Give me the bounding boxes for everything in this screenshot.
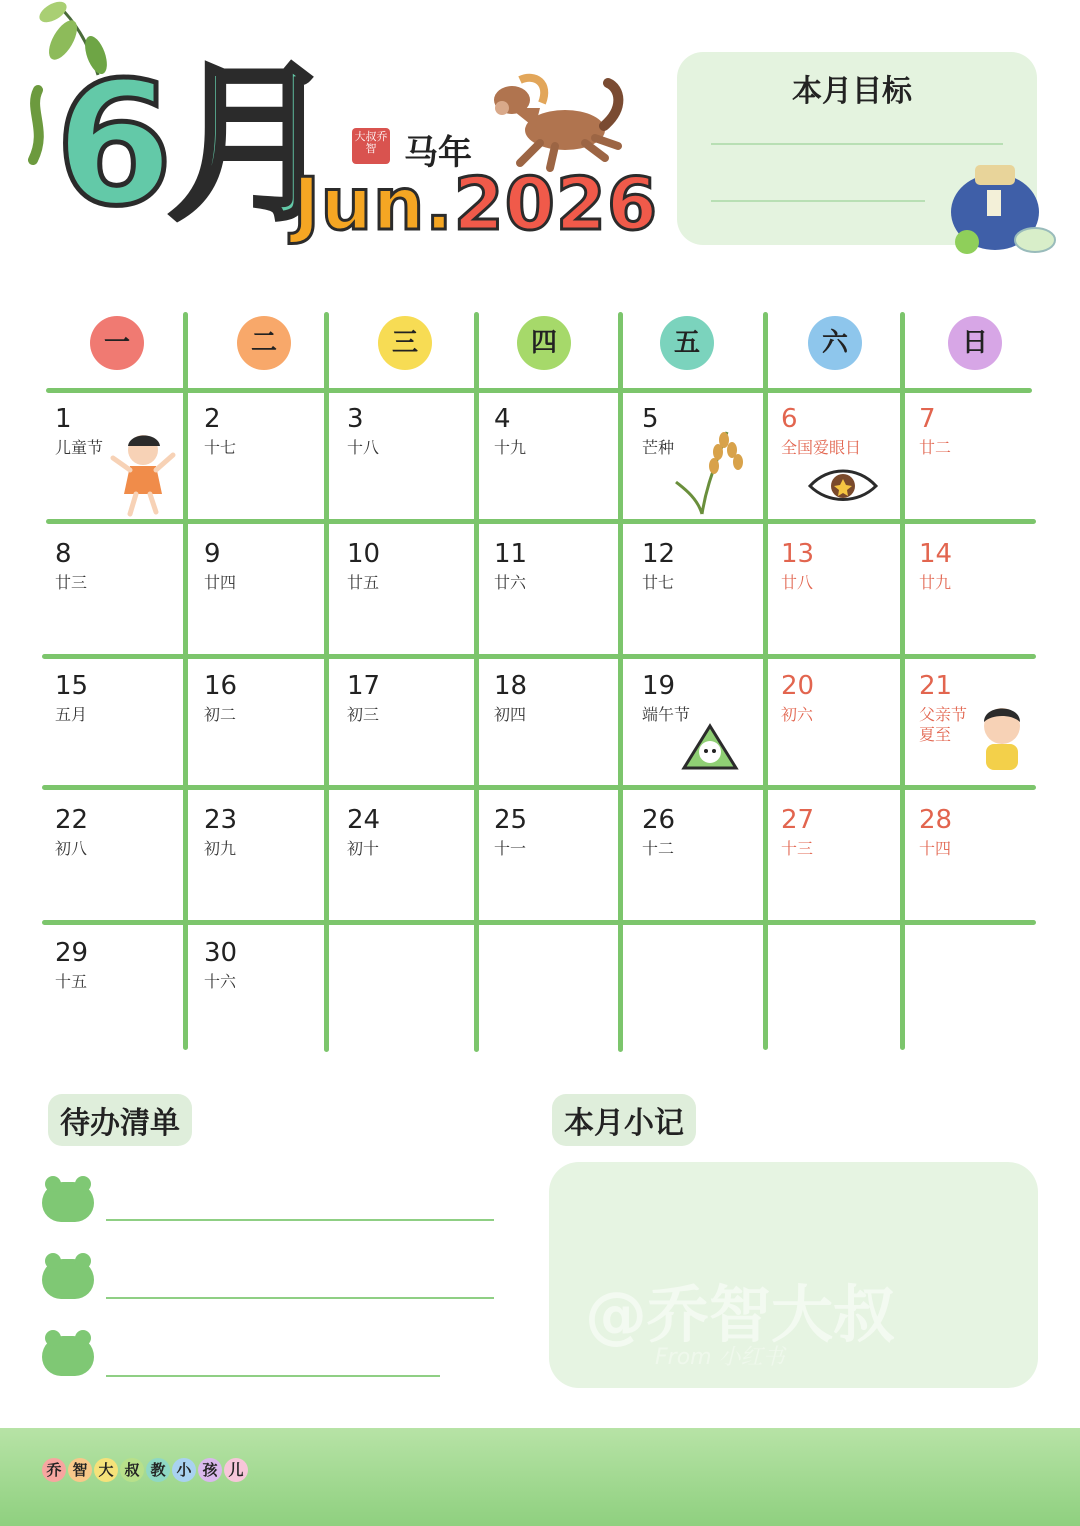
grid-vline-3 bbox=[474, 312, 479, 1052]
lunar-label: 初十 bbox=[347, 839, 380, 858]
day-number: 18 bbox=[494, 671, 528, 701]
lunar-label: 初八 bbox=[55, 839, 88, 858]
day-number: 13 bbox=[781, 539, 815, 569]
lunar-label: 初九 bbox=[204, 839, 237, 858]
footer-char: 乔 bbox=[42, 1458, 66, 1482]
day-cell[interactable] bbox=[55, 940, 88, 990]
footer-char: 教 bbox=[146, 1458, 170, 1482]
day-number: 17 bbox=[347, 671, 381, 701]
day-number: 25 bbox=[494, 805, 528, 835]
lunar-label: 五月 bbox=[55, 705, 88, 724]
day-number: 24 bbox=[347, 805, 381, 835]
day-cell[interactable] bbox=[347, 673, 380, 723]
day-number: 12 bbox=[642, 539, 676, 569]
grid-hline-2 bbox=[46, 519, 1036, 524]
day-number: 14 bbox=[919, 539, 953, 569]
monthly-goal-title: 本月目标 bbox=[792, 74, 912, 109]
notes-title: 本月小记 bbox=[552, 1094, 696, 1146]
day-number: 29 bbox=[55, 938, 89, 968]
weekday-6: 六 bbox=[808, 316, 862, 370]
child-girl-illustration bbox=[108, 430, 178, 518]
day-number: 2 bbox=[204, 404, 221, 434]
day-number: 15 bbox=[55, 671, 89, 701]
todo-line-3[interactable] bbox=[106, 1375, 440, 1377]
day-number: 6 bbox=[781, 404, 798, 434]
lunar-label: 十四 bbox=[919, 839, 952, 858]
day-cell[interactable] bbox=[204, 541, 236, 591]
day-number: 20 bbox=[781, 671, 815, 701]
lunar-label: 廿六 bbox=[494, 573, 527, 592]
lunar-label: 十三 bbox=[781, 839, 814, 858]
day-cell[interactable] bbox=[919, 673, 967, 743]
day-cell[interactable] bbox=[494, 807, 527, 857]
goal-line-2[interactable] bbox=[711, 200, 925, 202]
todo-bullet-icon bbox=[42, 1259, 94, 1299]
weekday-1: 一 bbox=[90, 316, 144, 370]
day-cell[interactable] bbox=[919, 807, 952, 857]
day-number: 9 bbox=[204, 539, 221, 569]
grid-hline-5 bbox=[42, 920, 1036, 925]
horse-illustration bbox=[480, 68, 630, 178]
day-number: 19 bbox=[642, 671, 676, 701]
grid-vline-4 bbox=[618, 312, 623, 1052]
footer-char: 大 bbox=[94, 1458, 118, 1482]
month-title-en bbox=[293, 162, 659, 246]
grid-hline-3 bbox=[42, 654, 1036, 659]
lunar-label: 端午节 bbox=[642, 705, 691, 724]
year-label-cn: 马年 bbox=[404, 133, 472, 173]
footer-char: 儿 bbox=[224, 1458, 248, 1482]
grid-hline-4 bbox=[42, 785, 1036, 790]
day-number: 3 bbox=[347, 404, 364, 434]
day-cell[interactable] bbox=[55, 406, 103, 456]
footer-brand bbox=[42, 1458, 250, 1482]
grid-vline-6 bbox=[900, 312, 905, 1050]
lunar-label: 廿九 bbox=[919, 573, 952, 592]
weekday-7: 日 bbox=[948, 316, 1002, 370]
day-cell[interactable] bbox=[204, 940, 237, 990]
lunar-label: 十九 bbox=[494, 438, 527, 457]
grid-vline-2 bbox=[324, 312, 329, 1052]
day-number: 21 bbox=[919, 671, 953, 701]
day-number: 10 bbox=[347, 539, 381, 569]
lunar-label: 全国爱眼日 bbox=[781, 438, 862, 457]
lunar-label: 初六 bbox=[781, 705, 814, 724]
goal-line-1[interactable] bbox=[711, 143, 1003, 145]
day-number: 28 bbox=[919, 805, 953, 835]
lunar-label: 十二 bbox=[642, 839, 675, 858]
lunar-label: 廿八 bbox=[781, 573, 814, 592]
day-number: 5 bbox=[642, 404, 659, 434]
todo-bullet-icon bbox=[42, 1182, 94, 1222]
weekday-4: 四 bbox=[517, 316, 571, 370]
footer-char: 小 bbox=[172, 1458, 196, 1482]
day-cell[interactable] bbox=[642, 541, 675, 591]
day-cell[interactable] bbox=[781, 807, 814, 857]
day-cell[interactable] bbox=[642, 673, 690, 723]
lunar-label: 芒种 bbox=[642, 438, 675, 457]
footer-char: 孩 bbox=[198, 1458, 222, 1482]
day-cell[interactable] bbox=[494, 406, 526, 456]
day-number: 11 bbox=[494, 539, 528, 569]
child-boy-illustration bbox=[972, 700, 1032, 774]
day-cell[interactable] bbox=[919, 541, 952, 591]
eye-illustration bbox=[798, 462, 888, 507]
year-number: 2026 bbox=[453, 162, 659, 246]
lunar-label: 父亲节 bbox=[919, 705, 968, 724]
day-cell[interactable] bbox=[347, 807, 380, 857]
day-number: 23 bbox=[204, 805, 238, 835]
todo-line-1[interactable] bbox=[106, 1219, 494, 1221]
day-cell[interactable] bbox=[781, 541, 814, 591]
day-cell[interactable] bbox=[347, 541, 380, 591]
watermark-text: @乔智大叔 bbox=[585, 1278, 896, 1351]
day-cell[interactable] bbox=[347, 406, 379, 456]
day-cell[interactable] bbox=[55, 673, 88, 723]
day-cell[interactable] bbox=[781, 406, 861, 456]
day-number: 7 bbox=[919, 404, 936, 434]
lunar-label: 廿二 bbox=[919, 438, 952, 457]
todo-bullet-icon bbox=[42, 1336, 94, 1376]
day-cell[interactable] bbox=[204, 406, 236, 456]
day-number: 22 bbox=[55, 805, 89, 835]
lunar-label: 十六 bbox=[204, 972, 237, 991]
grid-vline-5 bbox=[763, 312, 768, 1050]
grid-hline-1 bbox=[46, 388, 1032, 393]
day-cell[interactable] bbox=[494, 673, 527, 723]
footer-char: 智 bbox=[68, 1458, 92, 1482]
lunar-label: 廿四 bbox=[204, 573, 237, 592]
day-cell[interactable] bbox=[204, 807, 237, 857]
day-cell[interactable] bbox=[55, 807, 88, 857]
lunar-label: 廿七 bbox=[642, 573, 675, 592]
day-number: 1 bbox=[55, 404, 72, 434]
day-cell[interactable] bbox=[781, 673, 814, 723]
lunar-label: 廿五 bbox=[347, 573, 380, 592]
lunar-label: 初三 bbox=[347, 705, 380, 724]
day-cell[interactable] bbox=[642, 406, 674, 456]
lunar-label: 十八 bbox=[347, 438, 380, 457]
todo-list-title: 待办清单 bbox=[48, 1094, 192, 1146]
day-cell[interactable] bbox=[494, 541, 527, 591]
weekday-3: 三 bbox=[378, 316, 432, 370]
weekday-2: 二 bbox=[237, 316, 291, 370]
zongzi-illustration bbox=[680, 722, 740, 778]
lunar-label: 儿童节 bbox=[55, 438, 104, 457]
month-title-cn: 6月 bbox=[55, 46, 332, 244]
day-number: 16 bbox=[204, 671, 238, 701]
weekday-5: 五 bbox=[660, 316, 714, 370]
jar-illustration bbox=[945, 160, 1060, 260]
solar-term-label: 夏至 bbox=[919, 725, 952, 744]
lunar-label: 廿三 bbox=[55, 573, 88, 592]
lunar-label: 十一 bbox=[494, 839, 527, 858]
day-number: 27 bbox=[781, 805, 815, 835]
lunar-label: 十五 bbox=[55, 972, 88, 991]
day-number: 26 bbox=[642, 805, 676, 835]
watermark-subtext: From 小红书 bbox=[655, 1345, 785, 1370]
lunar-label: 十七 bbox=[204, 438, 237, 457]
day-cell[interactable] bbox=[642, 807, 675, 857]
day-cell[interactable] bbox=[919, 406, 951, 456]
footer-char: 叔 bbox=[120, 1458, 144, 1482]
grid-vline-1 bbox=[183, 312, 188, 1050]
todo-line-2[interactable] bbox=[106, 1297, 494, 1299]
lunar-label: 初二 bbox=[204, 705, 237, 724]
month-en-text: Jun. bbox=[293, 162, 454, 246]
wheat-illustration bbox=[672, 422, 752, 517]
seal-stamp: 大叔乔智 bbox=[352, 128, 390, 164]
lunar-label: 初四 bbox=[494, 705, 527, 724]
day-number: 4 bbox=[494, 404, 511, 434]
day-number: 30 bbox=[204, 938, 238, 968]
day-number: 8 bbox=[55, 539, 72, 569]
day-cell[interactable] bbox=[55, 541, 87, 591]
day-cell[interactable] bbox=[204, 673, 237, 723]
